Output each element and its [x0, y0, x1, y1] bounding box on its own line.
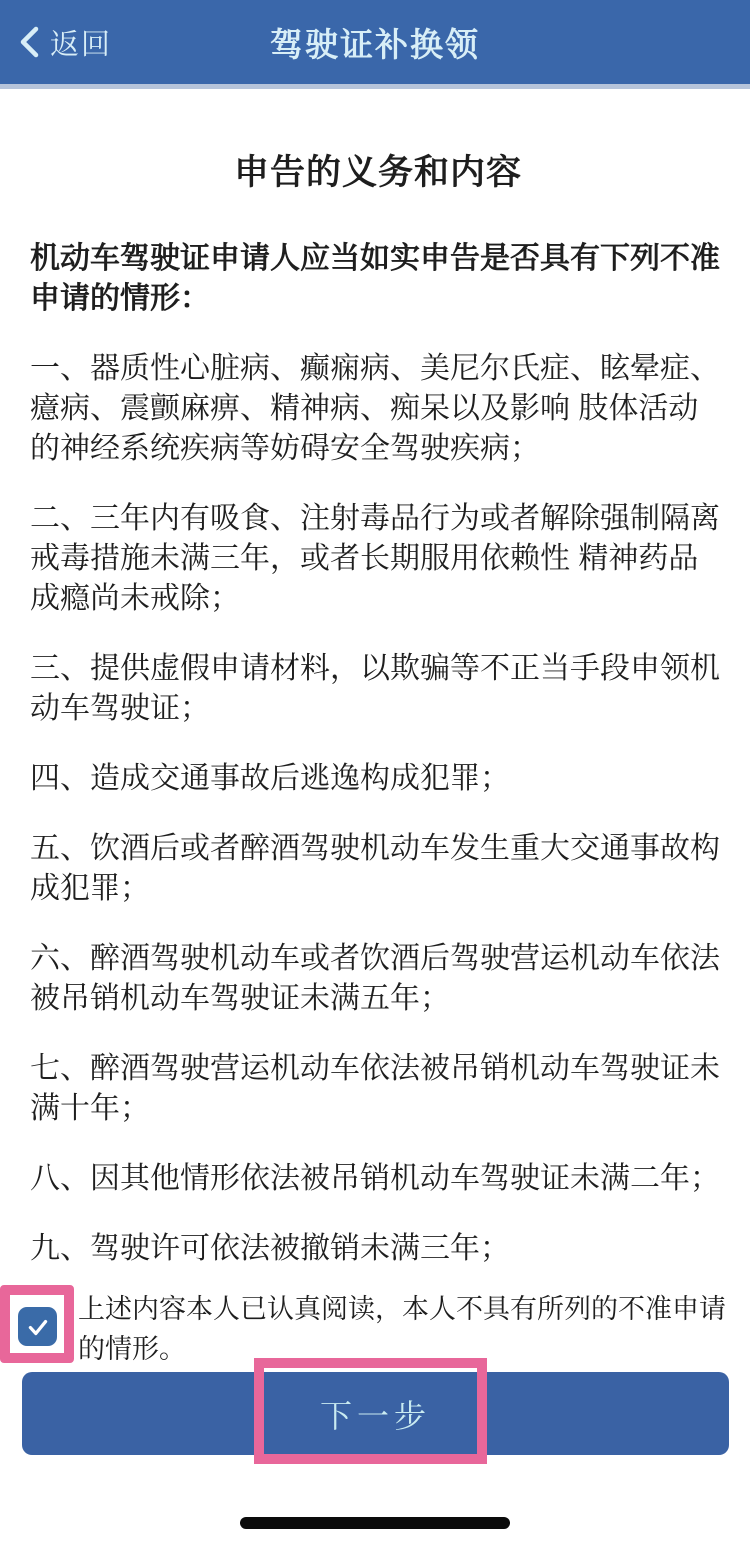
back-button-label: 返回: [50, 28, 113, 61]
home-indicator-bar[interactable]: [240, 1517, 510, 1529]
chevron-left-icon: [18, 26, 40, 58]
declaration-item-6: 六、醉酒驾驶机动车或者饮酒后驾驶营运机动车依法被吊销机动车驾驶证未满五年；: [30, 942, 720, 1015]
declaration-intro: 机动车驾驶证申请人应当如实申告是否具有下列不准申请的情形：: [30, 242, 720, 315]
declaration-item-3: 三、提供虚假申请材料，以欺骗等不正当手段申领机动车驾驶证；: [30, 652, 720, 725]
agreement-checkbox[interactable]: [18, 1307, 57, 1346]
agreement-text: 上述内容本人已认真阅读，本人不具有所列的不准申请的情形。: [78, 1294, 726, 1364]
declaration-title: 申告的义务和内容: [233, 153, 522, 192]
page-header-title: 驾驶证补换领: [270, 25, 480, 63]
declaration-content: [0, 89, 750, 1269]
declaration-item-4: 四、造成交通事故后逃逸构成犯罪；: [30, 762, 510, 795]
declaration-item-1: 一、器质性心脏病、癫痫病、美尼尔氏症、眩晕症、癔病、震颤麻痹、精神病、痴呆以及影响 肢体活动的神经系统疾病等妨碍安全驾驶疾病；: [30, 352, 720, 465]
declaration-item-5: 五、饮酒后或者醉酒驾驶机动车发生重大交通事故构成犯罪；: [30, 832, 720, 905]
check-icon: [25, 1314, 51, 1340]
declaration-item-9: 九、驾驶许可依法被撤销未满三年；: [30, 1232, 510, 1265]
declaration-item-2: 二、三年内有吸食、注射毒品行为或者解除强制隔离戒毒措施未满三年，或者长期服用依赖性 精神药品成瘾尚未戒除；: [30, 502, 720, 615]
app-header: [0, 0, 750, 84]
declaration-item-8: 八、因其他情形依法被吊销机动车驾驶证未满二年；: [30, 1162, 720, 1195]
back-button[interactable]: [18, 0, 112, 84]
next-step-button[interactable]: 下一步: [22, 1372, 729, 1455]
declaration-item-7: 七、醉酒驾驶营运机动车依法被吊销机动车驾驶证未满十年；: [30, 1052, 720, 1125]
